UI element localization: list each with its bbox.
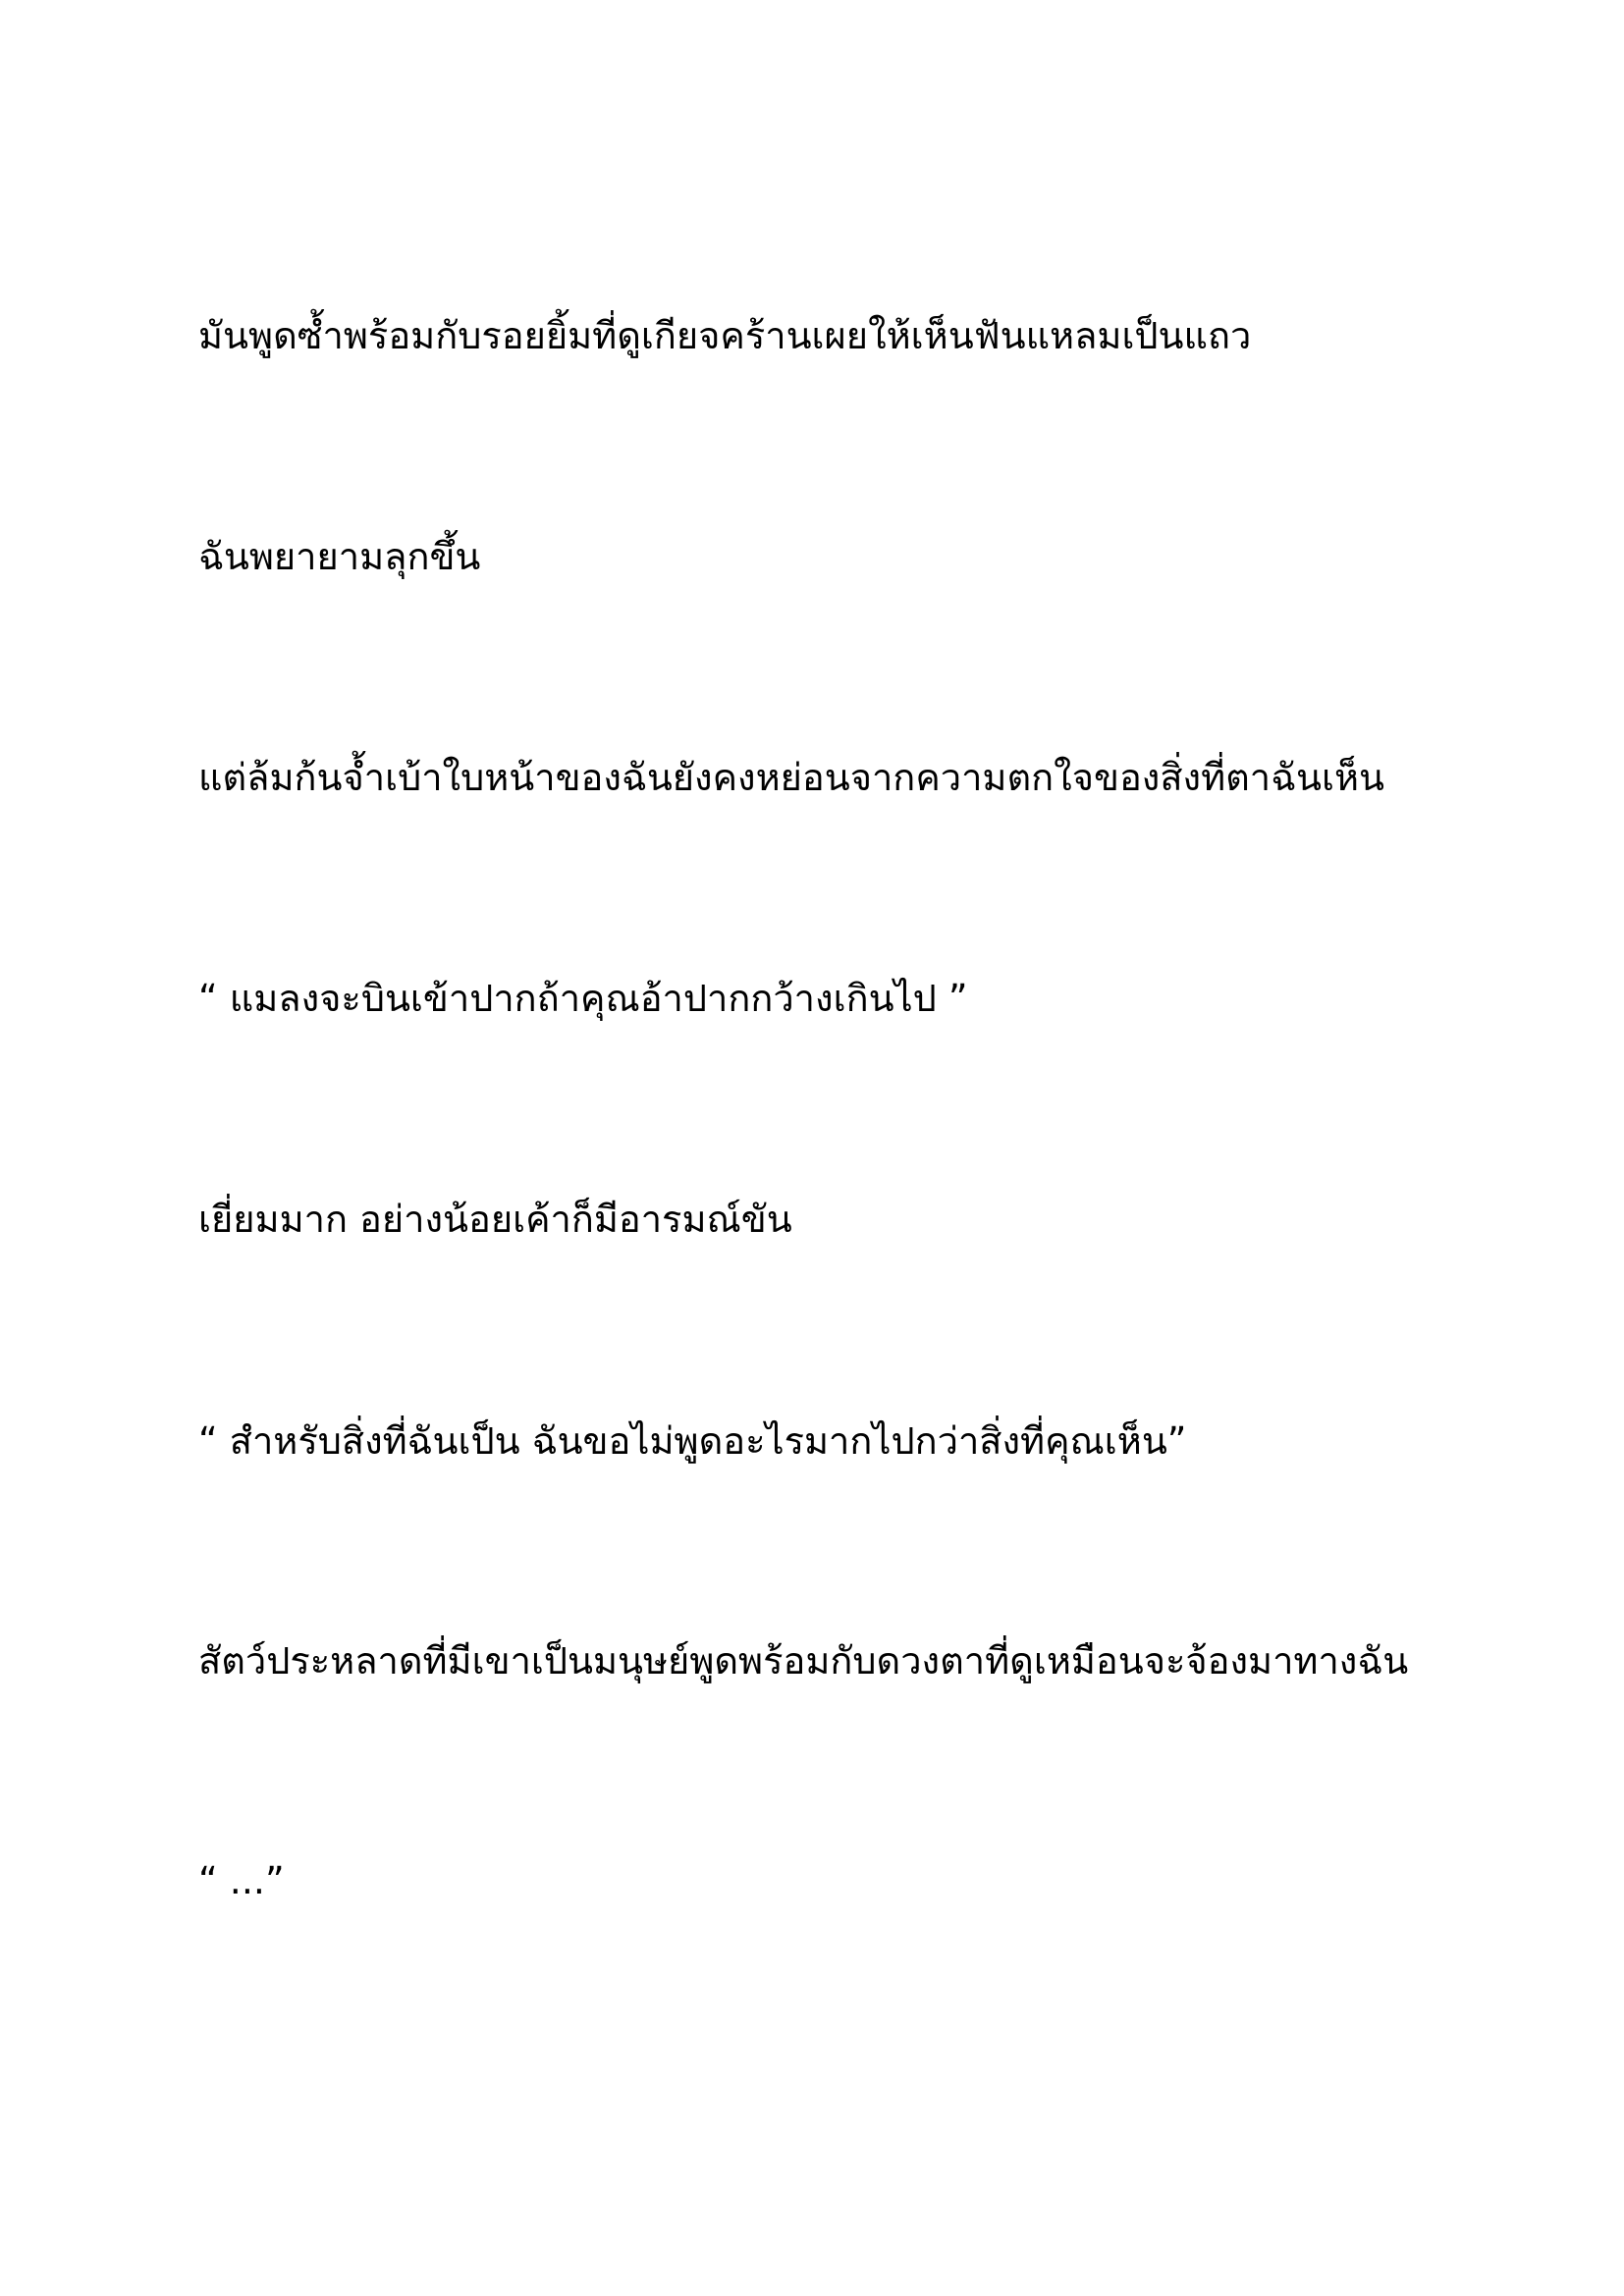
- paragraph: ฉันพยายามลุกขึ้น: [198, 535, 481, 578]
- paragraph: สัตว์ประหลาดที่มีเขาเป็นมนุษย์พูดพร้อมกับดวงตาที่ดูเหมือนจะจ้องมาทางฉัน: [198, 1639, 1409, 1682]
- dialogue-line: “ แมลงจะบินเข้าปากถ้าคุณอ้าปากกว้างเกินไป ”: [198, 977, 968, 1020]
- dialogue-line: “ สำหรับสิ่งที่ฉันเป็น ฉันขอไม่พูดอะไรมากไปกว่าสิ่งที่คุณเห็น”: [198, 1419, 1187, 1463]
- paragraph: มันพูดซ้ำพร้อมกับรอยยิ้มที่ดูเกียจคร้านเผยให้เห็นฟันแหลมเป็นแถว: [198, 314, 1252, 357]
- paragraph: แต่ล้มก้นจ้ำเบ้าใบหน้าของฉันยังคงหย่อนจากความตกใจของสิ่งที่ตาฉันเห็น: [198, 756, 1385, 799]
- dialogue-line: “ ...”: [198, 1859, 285, 1902]
- paragraph: เยี่ยมมาก อย่างน้อยเค้าก็มีอารมณ์ขัน: [198, 1198, 792, 1241]
